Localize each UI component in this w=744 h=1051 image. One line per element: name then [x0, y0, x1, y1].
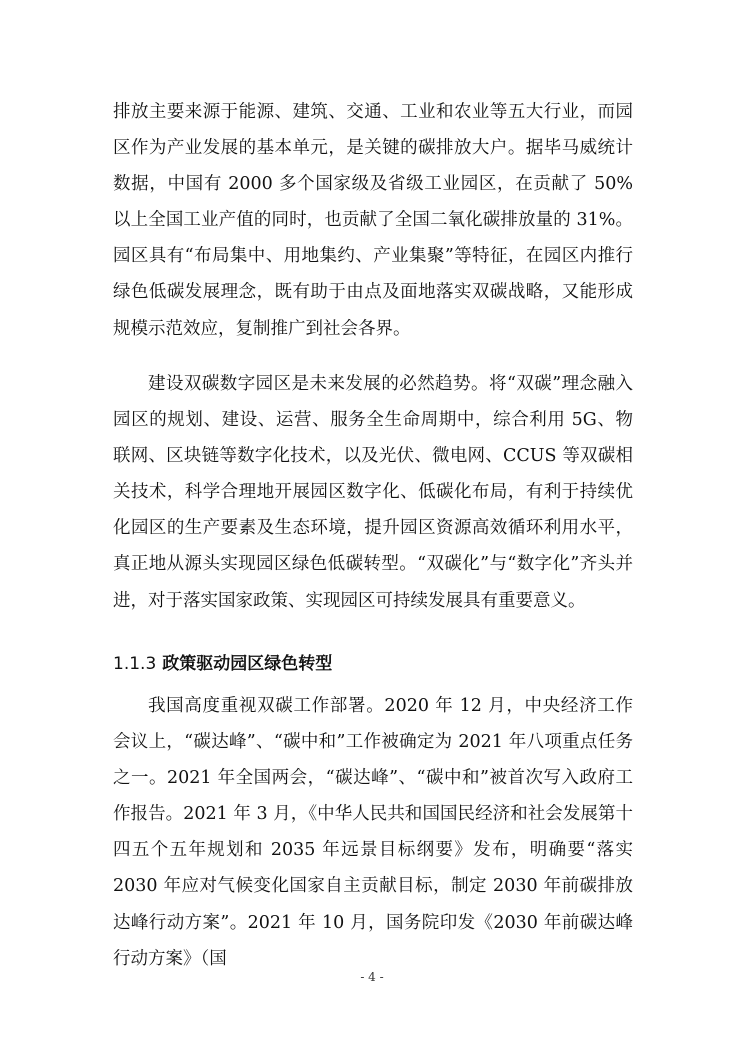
section-title: 政策驱动园区绿色转型 — [162, 654, 333, 674]
paragraph-continued: 排放主要来源于能源、建筑、交通、工业和农业等五大行业，而园区作为产业发展的基本单元，是关键的碳排放大户。据毕马威统计数据，中国有 2000 多个国家级及省级工业园区，在贡献了 50%以上全国工业产值的同时，也贡献了全国二氧化碳排放量的 31%。园区具有“布局集中、用地集约、产业集聚”等特征，在园区内推行绿色低碳发展理念，既有助于由点及面地落实双碳战略，又能形成规模示范效应，复制推广到社会各界。 — [113, 102, 633, 339]
paragraph-digital-park: 建设双碳数字园区是未来发展的必然趋势。将“双碳”理念融入园区的规划、建设、运营、服务全生命周期中，综合利用 5G、物联网、区块链等数字化技术，以及光伏、微电网、CCUS 等双碳相关技术，科学合理地开展园区数字化、低碳化布局，有利于持续优化园区的生产要素及生态环境，提升园区资源高效循环利用水平，真正地从源头实现园区绿色低碳转型。“双碳化”与“数字化”齐头并进，对于落实国家政策、实现园区可持续发展具有重要意义。 — [113, 374, 633, 611]
section-number: 1.1.3 — [113, 654, 157, 674]
section-heading — [113, 652, 332, 676]
paragraph-policy: 我国高度重视双碳工作部署。2020 年 12 月，中央经济工作会议上，“碳达峰”、“碳中和”工作被确定为 2021 年八项重点任务之一。2021 年全国两会，“碳达峰”、“碳中和”被首次写入政府工作报告。2021 年 3 月，《中华人民共和国国民经济和社会发展第十四五个五年规划和 2035 年远景目标纲要》发布，明确要“落实 2030 年应对气候变化国家自主贡献目标，制定 2030 年前碳排放达峰行动方案”。2021 年 10 月，国务院印发《2030 年前碳达峰行动方案》（国 — [113, 696, 633, 969]
page-number: - 4 - — [360, 970, 384, 984]
